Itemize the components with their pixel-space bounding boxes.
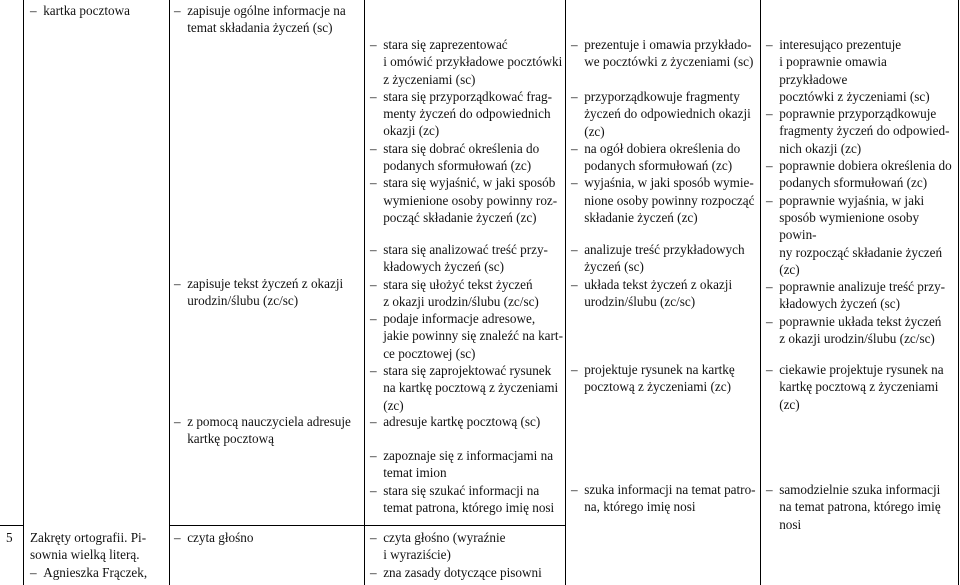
col3-line: czyta głośno <box>187 530 254 545</box>
col4-item: – adresuje kartkę pocztową (sc) <box>370 413 563 430</box>
col5-line: urodzin/ślubu (zc/sc) <box>584 293 696 309</box>
lesson-title-line: – Agnieszka Frączek, <box>30 564 166 581</box>
col6-line: nich okazji (zc) <box>779 140 862 156</box>
col4-line: na kartkę pocztową z życzeniami <box>383 380 559 396</box>
col6-line: ciekawie projektuje rysunek na <box>779 362 944 377</box>
col3-item: – z pomocą nauczyciela adresuje kartkę pocztową <box>174 413 362 448</box>
col5-line: nione osoby powinny rozpocząć <box>584 192 755 208</box>
grid-line <box>169 0 170 585</box>
col6-item: – poprawnie przyporządkowuje fragmenty życzeń do odpowied- nich okazji (zc) <box>766 105 956 157</box>
col4-line: stara się wyjaśnić, w jaki sposób <box>383 175 556 191</box>
col4-line: stara się dobrać określenia do <box>383 140 540 156</box>
lesson-title-line: Zakręty ortografii. Pi- <box>30 530 147 545</box>
col6-line: (zc) <box>779 261 800 277</box>
col4-block <box>370 413 563 430</box>
col5-item: – prezentuje i omawia przykłado- we pocztówki z życzeniami (sc) <box>571 36 758 71</box>
col6-line: kładowych życzeń (sc) <box>779 296 901 312</box>
col5-line: szuka informacji na temat patro- <box>584 482 756 497</box>
topic-cell <box>30 2 166 19</box>
col5-line: analizuje treść przykładowych <box>584 242 745 257</box>
col6-line: poprawnie wyjaśnia, w jaki <box>779 192 925 208</box>
col4-line: począć składanie życzeń (zc) <box>383 209 537 225</box>
col6-line: poprawnie przyporządkowuje <box>779 106 937 122</box>
lesson-title-author: Agnieszka Frączek, <box>43 564 148 580</box>
col4-line: i omówić przykładowe pocztówki <box>383 54 563 70</box>
col5-item: – układa tekst życzeń z okazji urodzin/ślubu (zc/sc) <box>571 276 758 311</box>
col6-item: – poprawnie dobiera określenia do podanych sformułowań (zc) <box>766 157 956 192</box>
col5-item: – projektuje rysunek na kartkę pocztową z życzeniami (zc) <box>571 361 758 396</box>
col4-item: – zna zasady dotyczące pisowni <box>370 564 563 581</box>
col6-line: kartkę pocztową z życzeniami (zc) <box>779 379 939 412</box>
col5-line: podanych sformułowań (zc) <box>584 158 733 174</box>
row-separator <box>0 525 23 526</box>
col6-block <box>766 481 956 533</box>
col4-item: – stara się dobrać określenia do podanych sformułowań (zc) <box>370 140 563 175</box>
col6-line: ny rozpocząć składanie życzeń <box>779 244 943 260</box>
col3-line: zapisuje tekst życzeń z okazji <box>187 276 344 291</box>
col5-block <box>571 481 758 516</box>
col5-block <box>571 36 758 71</box>
col4-line: jakie powinny się znaleźć na kart- <box>383 328 563 344</box>
col4-item: – stara się zaprezentować i omówić przykładowe pocztówki z życzeniami (sc) <box>370 37 563 87</box>
topic-text: kartka pocztowa <box>43 3 130 18</box>
col4-line: temat imion <box>383 465 447 481</box>
lesson-number: 5 <box>6 530 13 545</box>
col5-line: na, którego imię nosi <box>584 499 696 515</box>
col4-item: – zapoznaje się z informacjami na temat imion <box>370 447 563 482</box>
col4-item: – stara się analizować treść przy- kładowych życzeń (sc) <box>370 241 563 276</box>
col6-item: – interesująco prezentuje i poprawnie omawia przykładowe pocztówki z życzeniami (sc) <box>766 36 956 105</box>
col6-line: sposób wymienione osoby powin- <box>779 209 920 243</box>
col6-line: na temat patrona, którego imię <box>779 499 941 515</box>
col5-line: układa tekst życzeń z okazji <box>584 276 733 292</box>
col5-line: życzeń do odpowiednich okazji <box>584 106 751 122</box>
col4-item: – stara się przyporządkować frag- menty życzeń do odpowiednich okazji (zc) <box>370 88 563 140</box>
col4-line: podanych sformułowań (zc) <box>383 158 532 174</box>
col4-line: kładowych życzeń (sc) <box>383 259 505 275</box>
col6-line: pocztówki z życzeniami (sc) <box>779 88 930 104</box>
col4-line: (zc) <box>383 397 404 413</box>
col4-block <box>370 36 563 226</box>
col4-line: stara się zaprojektować rysunek <box>383 363 552 379</box>
col4-line: zapoznaje się z informacjami na <box>383 448 554 463</box>
col5-block <box>571 241 758 310</box>
col3-item: – zapisuje ogólne informacje na temat składania życzeń (sc) <box>174 2 362 37</box>
col5-line: wyjaśnia, w jaki sposób wymie- <box>584 175 754 191</box>
col5-line: (zc) <box>584 123 605 139</box>
col5-line: przyporządkowuje fragmenty <box>584 89 740 104</box>
col4-line: wymienione osoby powinny roz- <box>383 192 558 208</box>
col4-line: z życzeniami (sc) <box>383 71 476 87</box>
col5-block <box>571 361 758 396</box>
col4-line: stara się analizować treść przy- <box>383 242 548 257</box>
col4-item: – stara się szukać informacji na temat patrona, którego imię nosi <box>370 482 563 517</box>
grid-line <box>364 0 365 585</box>
col4-line: ce pocztowej (sc) <box>383 345 476 361</box>
col4-block <box>370 529 563 581</box>
col6-item: – ciekawie projektuje rysunek na kartkę pocztową z życzeniami (zc) <box>766 361 956 413</box>
col5-line: życzeń (sc) <box>584 259 644 275</box>
col4-item: – stara się zaprojektować rysunek na kartkę pocztową z życzeniami (zc) <box>370 362 563 414</box>
col5-block <box>571 88 758 226</box>
col4-line: i wyraziście) <box>383 547 451 563</box>
col4-line: czyta głośno (wyraźnie <box>383 530 506 545</box>
col3-item: – zapisuje tekst życzeń z okazji urodzin/ślubu (zc/sc) <box>174 275 362 310</box>
col3-line: z pomocą nauczyciela adresuje <box>187 414 351 429</box>
col6-item: – samodzielnie szuka informacji na temat patrona, którego imię nosi <box>766 481 956 533</box>
col4-line: stara się szukać informacji na <box>383 482 540 498</box>
col6-line: poprawnie układa tekst życzeń <box>779 313 942 329</box>
col4-line: zna zasady dotyczące pisowni <box>383 564 542 580</box>
topic-item: – kartka pocztowa <box>30 2 166 19</box>
col4-item: – czyta głośno (wyraźnie i wyraziście) <box>370 529 563 564</box>
col6-line: poprawnie dobiera określenia do <box>779 158 952 174</box>
grid-line <box>565 0 566 585</box>
col6-line: podanych sformułowań (zc) <box>779 175 928 191</box>
col4-line: stara się przyporządkować frag- <box>383 88 552 104</box>
col3-line: zapisuje ogólne informacje na <box>187 3 346 18</box>
col6-line: interesująco prezentuje <box>779 37 902 52</box>
col4-line: adresuje kartkę pocztową (sc) <box>383 414 541 429</box>
col5-item: – na ogół dobiera określenia do podanych sformułowań (zc) <box>571 140 758 175</box>
col4-line: okazji (zc) <box>383 123 440 139</box>
col6-line: i poprawnie omawia przykładowe <box>779 54 887 87</box>
col5-item: – analizuje treść przykładowych życzeń (sc) <box>571 241 758 276</box>
col6-line: samodzielnie szuka informacji <box>779 482 941 497</box>
col6-line: z okazji urodzin/ślubu (zc/sc) <box>779 331 935 347</box>
col5-line: prezentuje i omawia przykłado- <box>584 37 752 52</box>
col4-line: podaje informacje adresowe, <box>383 311 536 327</box>
col6-item: – poprawnie układa tekst życzeń z okazji urodzin/ślubu (zc/sc) <box>766 313 956 348</box>
row-separator <box>169 525 565 526</box>
col4-block <box>370 447 563 516</box>
col3-line: temat składania życzeń (sc) <box>187 20 333 36</box>
col4-line: z okazji urodzin/ślubu (zc/sc) <box>383 293 539 309</box>
col5-line: składanie życzeń (zc) <box>584 210 698 226</box>
col5-line: projektuje rysunek na kartkę <box>584 362 735 377</box>
col4-item: – podaje informacje adresowe, jakie powinny się znaleźć na kart- ce pocztowej (sc) <box>370 311 563 361</box>
col6-line: poprawnie analizuje treść przy- <box>779 279 946 295</box>
col4-line: menty życzeń do odpowiednich <box>383 106 551 122</box>
col5-item: – wyjaśnia, w jaki sposób wymie- nione osoby powinny rozpocząć składanie życzeń (zc) <box>571 174 758 226</box>
col5-line: na ogół dobiera określenia do <box>584 140 741 156</box>
col4-item: – stara się ułożyć tekst życzeń z okazji urodzin/ślubu (zc/sc) <box>370 276 563 311</box>
col6-item: – poprawnie analizuje treść przy- kładowych życzeń (sc) <box>766 278 956 313</box>
col5-line: we pocztówki z życzeniami (sc) <box>584 54 754 70</box>
grid-line <box>760 0 761 585</box>
grid-line <box>23 0 24 585</box>
lesson-title <box>30 529 166 581</box>
col3-line: urodzin/ślubu (zc/sc) <box>187 293 299 309</box>
col4-line: temat patrona, którego imię nosi <box>383 499 555 515</box>
col3-item: – czyta głośno <box>174 529 362 546</box>
lesson-title-line: sownia wielką literą. <box>30 547 140 563</box>
col6-item: – poprawnie wyjaśnia, w jaki sposób wymienione osoby powin- ny rozpocząć składanie życzeń (zc) <box>766 192 956 278</box>
col6-line: fragmenty życzeń do odpowied- <box>779 123 950 139</box>
col5-item: – przyporządkowuje fragmenty życzeń do odpowiednich okazji (zc) <box>571 88 758 140</box>
col6-block <box>766 36 956 347</box>
col4-line: stara się zaprezentować <box>383 37 508 52</box>
col4-line: stara się ułożyć tekst życzeń <box>383 276 533 292</box>
col3-line: kartkę pocztową <box>187 431 274 447</box>
col5-line: pocztową z życzeniami (zc) <box>584 379 731 395</box>
col6-block <box>766 361 956 413</box>
col5-item: – szuka informacji na temat patro- na, którego imię nosi <box>571 481 758 516</box>
col4-item: – stara się wyjaśnić, w jaki sposób wymienione osoby powinny roz- począć składanie życzeń (zc) <box>370 174 563 226</box>
col6-line: nosi <box>779 516 802 532</box>
grid-line <box>958 0 959 585</box>
col4-block <box>370 241 563 414</box>
